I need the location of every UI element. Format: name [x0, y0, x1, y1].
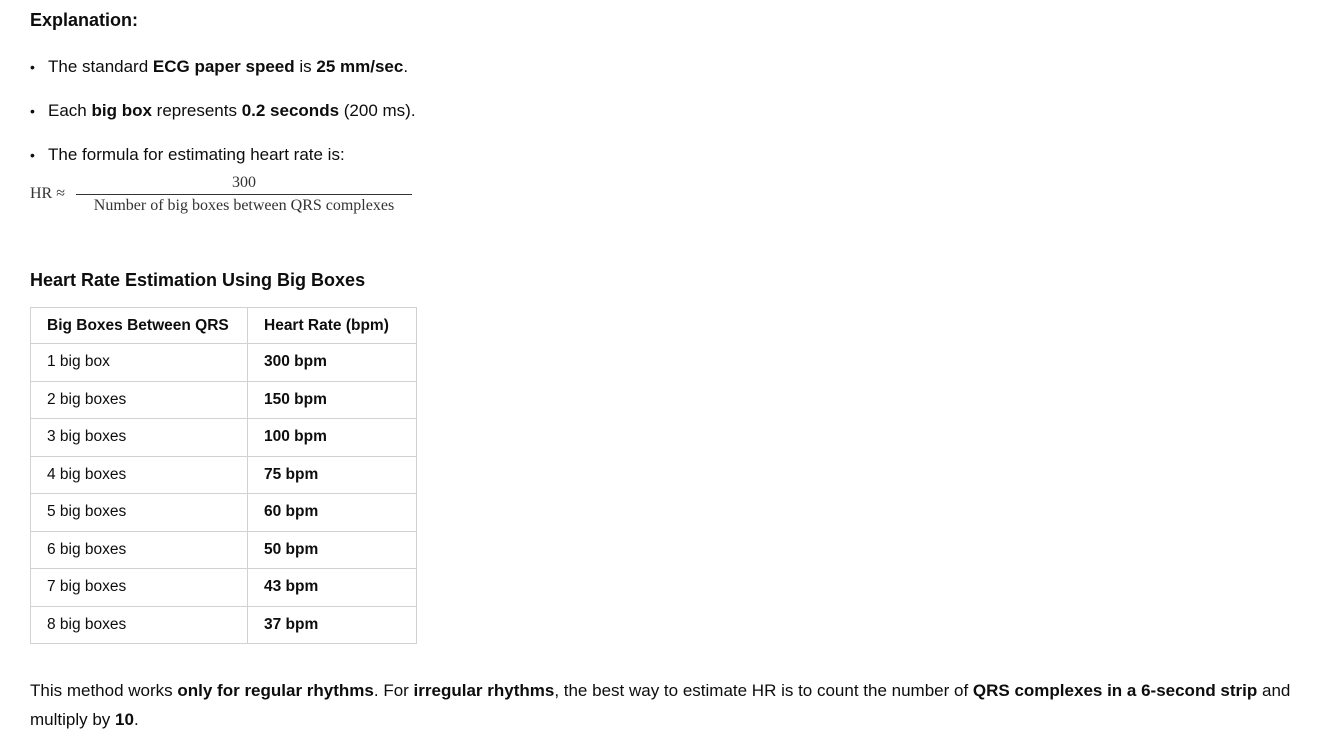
text-run: . — [403, 57, 409, 76]
text-run: , the best way to estimate HR is to count the number of — [554, 681, 973, 700]
cell-big-boxes: 7 big boxes — [31, 569, 248, 607]
closing-paragraph — [30, 677, 1320, 734]
table-row — [31, 494, 417, 532]
cell-heart-rate: 75 bpm — [248, 456, 417, 494]
bullet-dot: • — [30, 59, 35, 75]
formula-lhs: HR ≈ — [30, 185, 66, 202]
cell-heart-rate: 100 bpm — [248, 419, 417, 457]
cell-heart-rate: 37 bpm — [248, 606, 417, 644]
table-row — [31, 531, 417, 569]
text-run: Each — [48, 101, 92, 120]
formula-numerator: 300 — [232, 174, 256, 191]
cell-big-boxes: 8 big boxes — [31, 606, 248, 644]
cell-heart-rate: 50 bpm — [248, 531, 417, 569]
cell-big-boxes: 1 big box — [31, 344, 248, 382]
column-header-big-boxes: Big Boxes Between QRS — [31, 308, 248, 344]
bullet-text — [48, 99, 416, 123]
cell-big-boxes: 5 big boxes — [31, 494, 248, 532]
text-run: . For — [373, 681, 414, 700]
bold-run: 25 mm/sec — [316, 57, 404, 76]
cell-heart-rate: 60 bpm — [248, 494, 417, 532]
cell-big-boxes: 3 big boxes — [31, 419, 248, 457]
text-run: is — [294, 57, 317, 76]
text-run: . — [133, 709, 139, 729]
formula-fraction — [76, 172, 412, 217]
table-row — [31, 569, 417, 607]
cell-big-boxes: 4 big boxes — [31, 456, 248, 494]
bold-run: QRS complexes in a 6-second strip — [972, 681, 1258, 700]
text-run: This method works — [30, 681, 178, 700]
cell-heart-rate: 150 bpm — [248, 381, 417, 419]
bold-run: 10 — [115, 709, 134, 729]
explanation-heading: Explanation: — [30, 10, 139, 30]
table-header-row — [31, 308, 417, 344]
text-run: and multiply by — [30, 681, 1291, 729]
column-header-heart-rate: Heart Rate (bpm) — [248, 308, 417, 344]
bold-run: only for regular rhythms — [177, 681, 374, 700]
cell-heart-rate: 43 bpm — [248, 569, 417, 607]
bullet-dot: • — [30, 103, 35, 119]
bold-run: irregular rhythms — [413, 681, 555, 700]
cell-heart-rate: 300 bpm — [248, 344, 417, 382]
text-run: (200 ms). — [339, 101, 416, 120]
table-row — [31, 344, 417, 382]
text-run: represents — [151, 101, 242, 120]
bullet-text: The formula for estimating heart rate is: — [48, 145, 345, 164]
bold-run: ECG paper speed — [152, 57, 295, 76]
bullet-dot: • — [30, 147, 35, 163]
table-row — [31, 381, 417, 419]
cell-big-boxes: 2 big boxes — [31, 381, 248, 419]
table-row — [31, 419, 417, 457]
heart-rate-table — [30, 307, 417, 644]
text-run: The standard — [48, 57, 153, 76]
formula-denominator: Number of big boxes between QRS complexes — [93, 197, 395, 214]
cell-big-boxes: 6 big boxes — [31, 531, 248, 569]
bold-run: 0.2 seconds — [241, 101, 340, 120]
table-row — [31, 606, 417, 644]
bold-run: big box — [91, 101, 152, 120]
table-heading: Heart Rate Estimation Using Big Boxes — [30, 270, 366, 290]
table-row — [31, 456, 417, 494]
bullet-text — [48, 55, 408, 79]
